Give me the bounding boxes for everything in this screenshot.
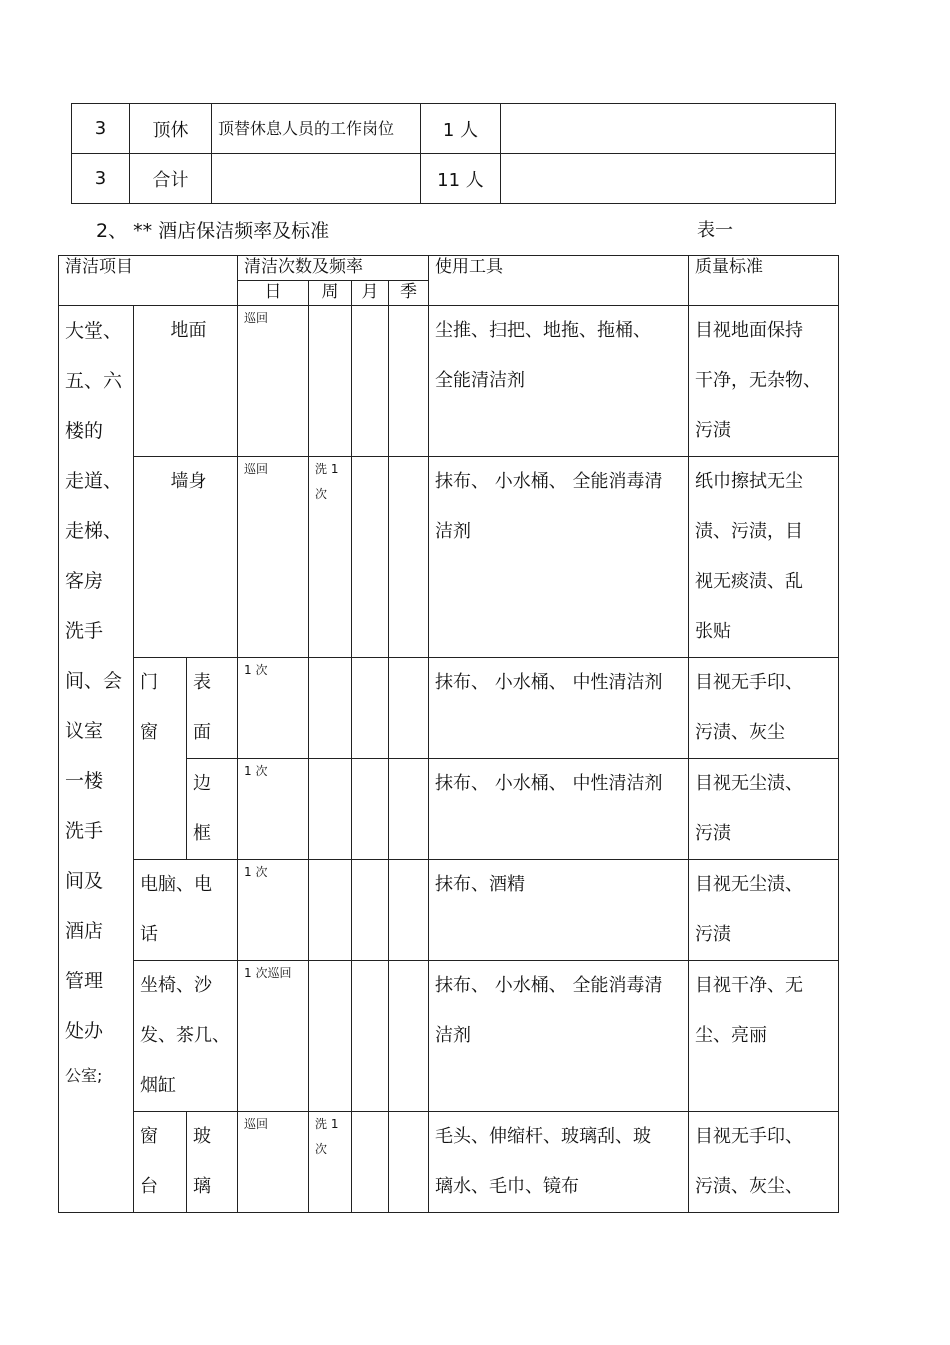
standard-cell: 目视无尘渍、 污渍 [689, 759, 839, 860]
freq-week [309, 658, 352, 759]
area-line: 处办 [65, 1020, 104, 1042]
area-column [59, 306, 134, 1213]
freq-day: 巡回 [238, 1112, 309, 1213]
standard-cell: 目视无手印、 污渍、灰尘 [689, 658, 839, 759]
tools-cell: 尘推、扫把、地拖、拖桶、 全能清洁剂 [429, 306, 689, 457]
duty-description [212, 154, 421, 204]
freq-month [352, 457, 389, 658]
post-name: 顶休 [130, 104, 212, 154]
header-tools: 使用工具 [429, 256, 689, 306]
tools-cell: 抹布、酒精 [429, 860, 689, 961]
table-row [72, 104, 836, 154]
freq-week [309, 961, 352, 1112]
area-line: 洗手 [65, 820, 104, 842]
freq-season [389, 457, 429, 658]
freq-month [352, 658, 389, 759]
staff-count: 11 人 [421, 154, 501, 204]
freq-day: 1 次巡回 [238, 961, 309, 1112]
standard-cell: 目视无手印、 污渍、灰尘、 [689, 1112, 839, 1213]
tools-cell: 抹布、 小水桶、 全能消毒清 洁剂 [429, 961, 689, 1112]
freq-week [309, 759, 352, 860]
freq-week [309, 306, 352, 457]
item-window-sill: 窗 台 [134, 1112, 187, 1213]
freq-week [309, 860, 352, 961]
standard-cell: 目视无尘渍、 污渍 [689, 860, 839, 961]
table-label: 表一 [697, 220, 733, 241]
tools-cell: 毛头、伸缩杆、玻璃刮、玻 璃水、毛巾、镜布 [429, 1112, 689, 1213]
area-line: 客房 [65, 570, 104, 592]
staff-table [71, 103, 836, 204]
freq-month [352, 759, 389, 860]
standard-cell: 目视地面保持 干净，无杂物、 污渍 [689, 306, 839, 457]
header-day: 日 [238, 281, 309, 306]
freq-day: 巡回 [238, 306, 309, 457]
freq-day: 1 次 [238, 860, 309, 961]
area-line: 间、会 [65, 670, 123, 692]
table-row [59, 658, 839, 759]
area-line: 楼的 [65, 420, 104, 442]
table-row [59, 457, 839, 658]
header-month: 月 [352, 281, 389, 306]
cleaning-table [58, 255, 839, 1213]
item-wall: 墙身 [134, 457, 238, 658]
header-frequency: 清洁次数及频率 [238, 256, 429, 281]
area-line: 大堂、 [65, 320, 123, 342]
freq-season [389, 306, 429, 457]
item-floor: 地面 [134, 306, 238, 457]
table-row [59, 860, 839, 961]
row-number: 3 [72, 154, 130, 204]
standard-cell: 纸巾擦拭无尘 渍、污渍，目 视无痰渍、乱 张贴 [689, 457, 839, 658]
area-line: 走道、 [65, 470, 123, 492]
freq-day: 巡回 [238, 457, 309, 658]
item-door-window: 门 窗 [134, 658, 187, 860]
freq-week: 洗 1 次 [309, 1112, 352, 1213]
area-line: 议室 [65, 720, 104, 742]
table-row [59, 1112, 839, 1213]
freq-season [389, 860, 429, 961]
post-name: 合计 [130, 154, 212, 204]
area-line: 公室; [65, 1066, 103, 1085]
freq-season [389, 961, 429, 1112]
note-cell [501, 104, 836, 154]
table-row [59, 306, 839, 457]
note-cell [501, 154, 836, 204]
table-row [72, 154, 836, 204]
staff-count: 1 人 [421, 104, 501, 154]
freq-season [389, 1112, 429, 1213]
freq-day: 1 次 [238, 658, 309, 759]
table-row [59, 961, 839, 1112]
freq-day: 1 次 [238, 759, 309, 860]
freq-season [389, 658, 429, 759]
header-season: 季 [389, 281, 429, 306]
item-computer: 电脑、电 话 [134, 860, 238, 961]
tools-cell: 抹布、 小水桶、 中性清洁剂 [429, 658, 689, 759]
area-line: 管理 [65, 970, 104, 992]
item-surface: 表 面 [187, 658, 238, 759]
header-week: 周 [309, 281, 352, 306]
header-item: 清洁项目 [59, 256, 238, 306]
tools-cell: 抹布、 小水桶、 全能消毒清 洁剂 [429, 457, 689, 658]
row-number: 3 [72, 104, 130, 154]
item-glass: 玻 璃 [187, 1112, 238, 1213]
standard-cell: 目视干净、无 尘、亮丽 [689, 961, 839, 1112]
freq-month [352, 961, 389, 1112]
header-row [59, 256, 839, 281]
tools-cell: 抹布、 小水桶、 中性清洁剂 [429, 759, 689, 860]
header-standard: 质量标准 [689, 256, 839, 306]
area-line: 一楼 [65, 770, 104, 792]
area-line: 洗手 [65, 620, 104, 642]
freq-season [389, 759, 429, 860]
freq-month [352, 306, 389, 457]
area-line: 走梯、 [65, 520, 123, 542]
freq-month [352, 860, 389, 961]
item-frame: 边 框 [187, 759, 238, 860]
item-seats: 坐椅、沙 发、茶几、 烟缸 [134, 961, 238, 1112]
section-heading: 2、 ** 酒店保洁频率及标准 [96, 220, 330, 242]
duty-description: 顶替休息人员的工作岗位 [212, 104, 421, 154]
area-line: 酒店 [65, 920, 104, 942]
freq-month [352, 1112, 389, 1213]
area-line: 间及 [65, 870, 104, 892]
area-line: 五、六 [65, 370, 123, 392]
freq-week: 洗 1 次 [309, 457, 352, 658]
